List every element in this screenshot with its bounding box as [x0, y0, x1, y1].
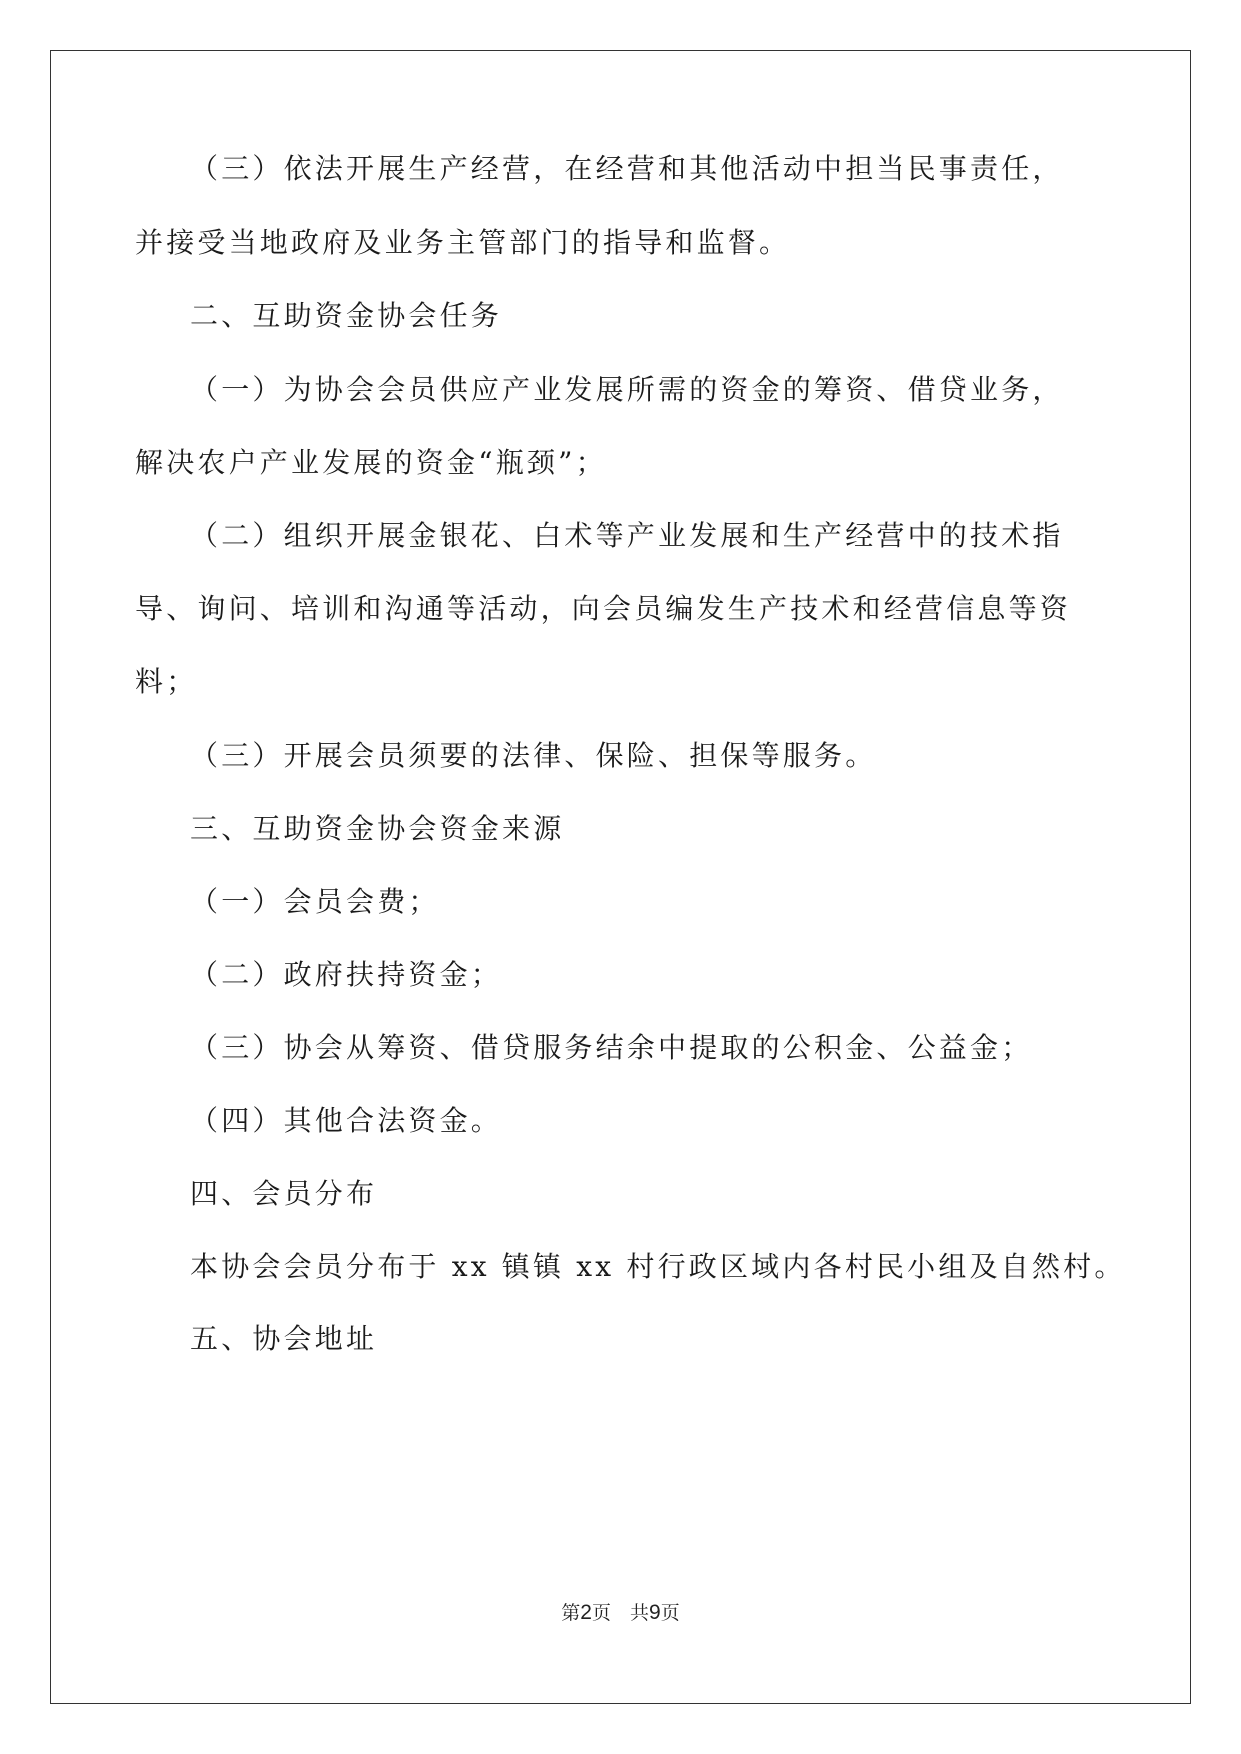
- page-footer: [0, 1598, 1241, 1625]
- body-line-11: （一）会员会费；: [190, 885, 440, 918]
- footer-middle: 页 共: [591, 1602, 649, 1624]
- body-line-2: 并接受当地政府及业务主管部门的指导和监督。: [135, 226, 791, 259]
- body-line-8: 料；: [135, 665, 198, 698]
- body-line-1: （三）依法开展生产经营，在经营和其他活动中担当民事责任，: [190, 152, 1064, 185]
- footer-prefix: 第: [561, 1602, 581, 1624]
- body-line-4: （一）为协会会员供应产业发展所需的资金的筹资、借贷业务，: [190, 373, 1064, 406]
- body-line-5: 解决农户产业发展的资金“瓶颈”；: [135, 446, 607, 479]
- section-heading-2: 二、互助资金协会任务: [190, 299, 503, 332]
- body-line-16: 本协会会员分布于 xx 镇镇 xx 村行政区域内各村民小组及自然村。: [190, 1250, 1126, 1283]
- body-line-13: （三）协会从筹资、借贷服务结余中提取的公积金、公益金；: [190, 1031, 1033, 1064]
- section-heading-4: 四、会员分布: [190, 1177, 378, 1210]
- body-line-7: 导、询问、培训和沟通等活动，向会员编发生产技术和经营信息等资: [135, 592, 1072, 625]
- section-heading-3: 三、互助资金协会资金来源: [190, 812, 565, 845]
- footer-page-current: 2: [580, 1601, 592, 1624]
- footer-suffix: 页: [660, 1602, 680, 1624]
- body-line-14: （四）其他合法资金。: [190, 1104, 503, 1137]
- footer-page-total: 9: [649, 1601, 661, 1624]
- body-line-6: （二）组织开展金银花、白术等产业发展和生产经营中的技术指: [190, 519, 1064, 552]
- body-line-12: （二）政府扶持资金；: [190, 958, 503, 991]
- body-line-9: （三）开展会员须要的法律、保险、担保等服务。: [190, 739, 877, 772]
- section-heading-5: 五、协会地址: [190, 1322, 378, 1355]
